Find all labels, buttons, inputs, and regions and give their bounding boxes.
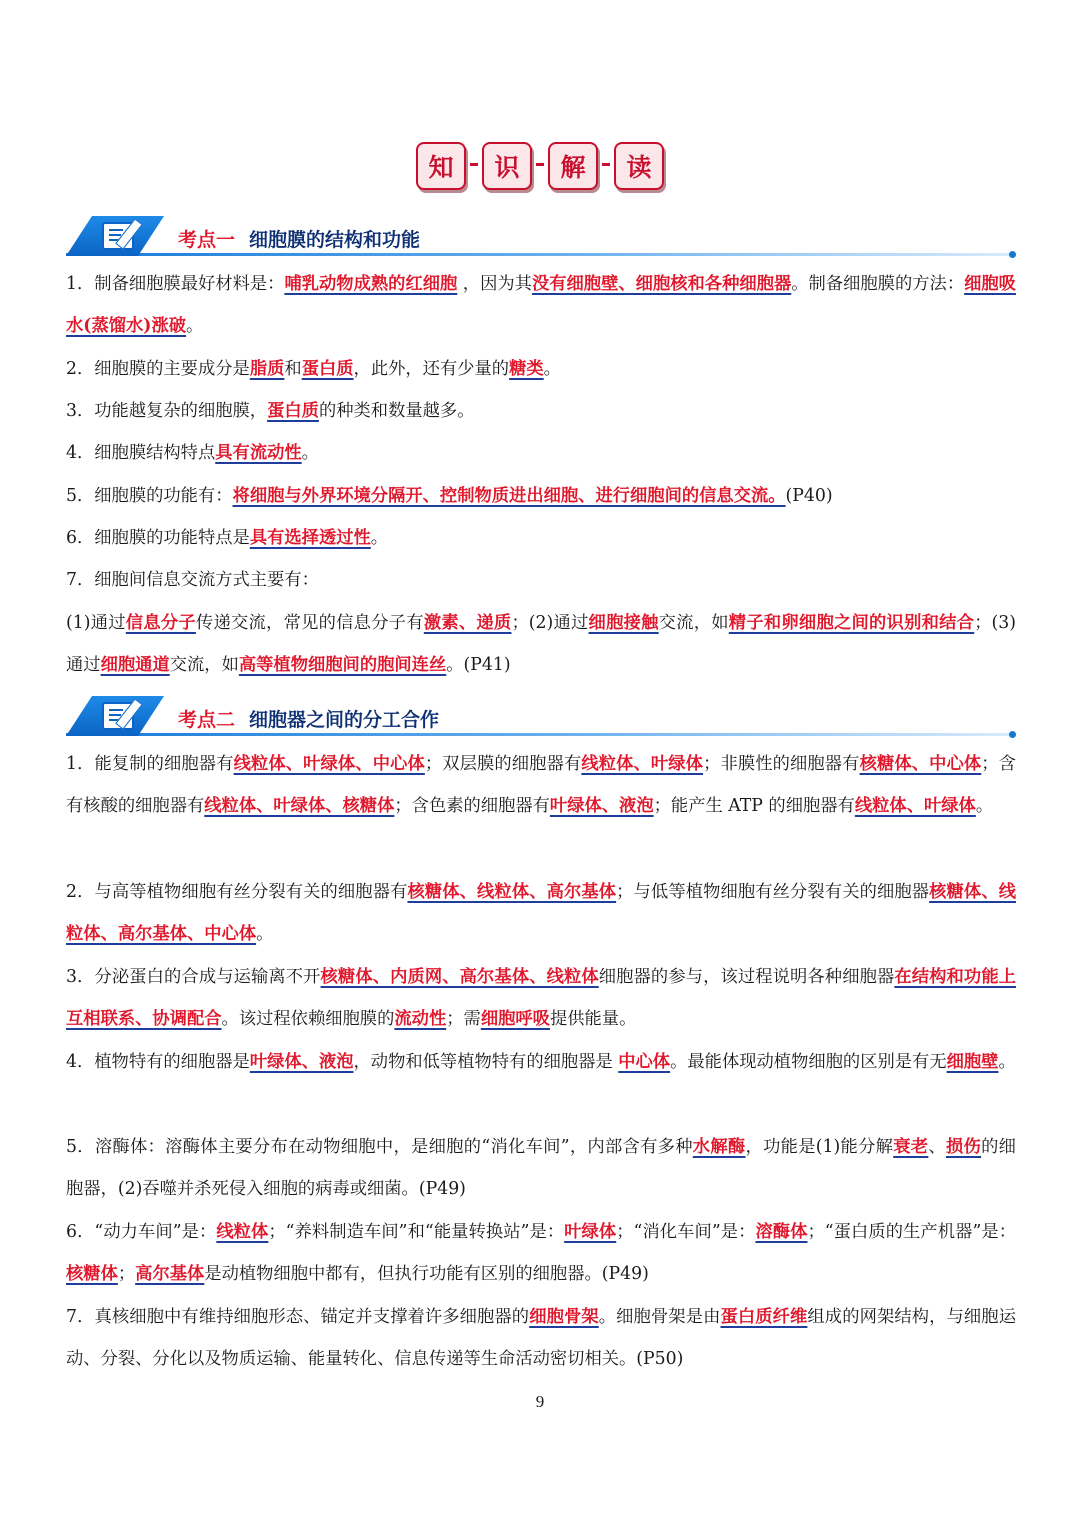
- text-run: 交流，如: [169, 655, 239, 675]
- s1-item-2: [66, 348, 1016, 390]
- text-run: 、: [928, 1137, 946, 1157]
- highlighted-answer: 叶绿体、液泡: [549, 796, 654, 816]
- highlighted-answer: 叶绿体: [564, 1222, 617, 1242]
- text-run: ；需: [446, 1009, 481, 1029]
- highlighted-answer: 将细胞与外界环境分隔开、控制物质进出细胞、进行细胞间的信息交流。: [232, 486, 786, 506]
- section-title: [178, 225, 420, 252]
- section-prefix: 考点一: [178, 229, 236, 251]
- text-run: 。细胞骨架是由: [598, 1307, 721, 1327]
- s2-item-6: [66, 1211, 1016, 1295]
- text-run: 是动植物细胞中都有，但执行功能有区别的细胞器。(P49): [204, 1264, 649, 1284]
- highlighted-answer: 核糖体、线粒体、高尔基体: [407, 882, 617, 902]
- text-run: ；“消化车间”是：: [616, 1222, 756, 1242]
- text-run: 。: [370, 528, 389, 548]
- text-run: 2．细胞膜的主要成分是: [66, 359, 250, 379]
- section-header-1: [66, 216, 1016, 256]
- highlighted-answer: 精子和卵细胞之间的识别和结合: [728, 613, 975, 633]
- text-run: 7．细胞间信息交流方式主要有：: [66, 570, 319, 590]
- text-run: ，此外，还有少量的: [353, 359, 510, 379]
- highlighted-answer: 蛋白质: [267, 401, 319, 421]
- text-run: 3．功能越复杂的细胞膜，: [66, 401, 268, 421]
- highlighted-answer: 哺乳动物成熟的红细胞: [284, 274, 458, 294]
- section-title-text: 细胞膜的结构和功能: [249, 229, 421, 251]
- text-run: 和: [284, 359, 302, 379]
- title-char: 识: [482, 142, 532, 190]
- title-connector: [536, 142, 544, 186]
- text-run: ，动物和低等植物特有的细胞器是: [353, 1052, 619, 1072]
- highlighted-answer: 蛋白质: [301, 359, 354, 379]
- text-run: 。最能体现动植物细胞的区别是有无: [670, 1052, 947, 1072]
- text-run: 细胞器的参与，该过程说明各种细胞器: [598, 967, 895, 987]
- text-run: 2．与高等植物细胞有丝分裂有关的细胞器有: [66, 882, 408, 902]
- text-run: 。该过程依赖细胞膜的: [221, 1009, 395, 1029]
- text-run: 提供能量。: [549, 1009, 637, 1029]
- s1-item-6: [66, 517, 1016, 559]
- highlighted-answer: 高等植物细胞间的胞间连丝: [238, 655, 447, 675]
- highlighted-answer: 损伤: [945, 1137, 982, 1157]
- section-rule: [66, 253, 1016, 256]
- text-run: 4．细胞膜结构特点: [66, 443, 216, 463]
- text-run: ；: [117, 1264, 136, 1284]
- highlighted-answer: 衰老: [893, 1137, 929, 1157]
- highlighted-answer: 核糖体、中心体: [859, 754, 982, 774]
- s2-item-3: [66, 956, 1016, 1040]
- s2-item-4: [66, 1041, 1016, 1083]
- highlighted-answer: 线粒体: [216, 1222, 269, 1242]
- text-run: 。(P41): [446, 655, 511, 675]
- text-run: ；“蛋白质的生产机器”是：: [807, 1222, 1017, 1242]
- highlighted-answer: 核糖体、线粒体、高尔基体、中心体: [66, 882, 1016, 944]
- title-char: 知: [416, 142, 466, 190]
- highlighted-answer: 线粒体、叶绿体、中心体: [233, 754, 425, 774]
- section-title: [178, 705, 439, 732]
- text-run: ；与低等植物细胞有丝分裂有关的细胞器: [616, 882, 930, 902]
- section-title-text: 细胞器之间的分工合作: [249, 709, 440, 731]
- text-run: 1．能复制的细胞器有: [66, 754, 234, 774]
- highlighted-answer: 核糖体: [66, 1264, 118, 1284]
- section-rule: [66, 733, 1016, 736]
- s1-item-1: [66, 263, 1016, 347]
- title-char: 解: [548, 142, 598, 190]
- highlighted-answer: 细胞吸水(蒸馏水)涨破: [66, 274, 1016, 336]
- highlighted-answer: 中心体: [618, 1052, 671, 1072]
- highlighted-answer: 高尔基体: [135, 1264, 205, 1284]
- text-run: ；(3)通过: [66, 613, 1016, 675]
- highlighted-answer: 在结构和功能上互相联系、协调配合: [66, 967, 1016, 1029]
- text-run: ，功能是(1)能分解: [745, 1137, 894, 1157]
- highlighted-answer: 信息分子: [125, 613, 196, 633]
- text-run: 5．溶酶体：溶酶体主要分布在动物细胞中，是细胞的“消化车间”，内部含有多种: [66, 1137, 693, 1157]
- highlighted-answer: 线粒体、叶绿体: [854, 796, 976, 816]
- highlighted-answer: 糖类: [509, 359, 544, 379]
- s1-item-4: [66, 432, 1016, 474]
- text-run: ；双层膜的细胞器有: [424, 754, 582, 774]
- text-run: (1)通过: [66, 613, 126, 633]
- section-prefix: 考点二: [178, 709, 236, 731]
- text-run: 的种类和数量越多。: [318, 401, 475, 421]
- section-rule-dot: [1009, 251, 1016, 258]
- text-run: 4．植物特有的细胞器是: [66, 1052, 250, 1072]
- highlighted-answer: 没有细胞壁、细胞核和各种细胞器: [531, 274, 792, 294]
- highlighted-answer: 流动性: [394, 1009, 447, 1029]
- text-run: ；能产生 ATP 的细胞器有: [653, 796, 855, 816]
- title-connector: [470, 142, 478, 186]
- text-run: 。制备细胞膜的方法：: [791, 274, 965, 294]
- s2-item-2: [66, 871, 1016, 955]
- text-run: 。: [543, 359, 561, 379]
- highlighted-answer: 水解酶: [692, 1137, 746, 1157]
- text-run: 。: [256, 924, 274, 944]
- text-run: 。: [998, 1052, 1016, 1072]
- text-run: ；(2)通过: [511, 613, 589, 633]
- title-connector: [602, 142, 610, 186]
- s2-item-5: [66, 1126, 1016, 1210]
- text-run: ，因为其: [457, 274, 532, 294]
- highlighted-answer: 脂质: [249, 359, 285, 379]
- s1-item-3: [66, 390, 1016, 432]
- text-run: 的细胞器，(2)吞噬并杀死侵入细胞的病毒或细菌。(P49): [66, 1137, 1016, 1199]
- text-run: 组成的网架结构，与细胞运动、分裂、分化以及物质运输、能量转化、信息传递等生命活动密切相关。(P50): [66, 1307, 1016, 1369]
- text-run: ；“养料制造车间”和“能量转换站”是：: [268, 1222, 565, 1242]
- highlighted-answer: 线粒体、叶绿体: [581, 754, 704, 774]
- text-run: 1．制备细胞膜最好材料是：: [66, 274, 285, 294]
- highlighted-answer: 细胞骨架: [529, 1307, 599, 1327]
- highlighted-answer: 细胞呼吸: [480, 1009, 550, 1029]
- s1-item-7-detail: [66, 602, 1016, 686]
- title-char: 读: [614, 142, 664, 190]
- text-run: 6．“动力车间”是：: [66, 1222, 217, 1242]
- text-run: 7．真核细胞中有维持细胞形态、锚定并支撑着许多细胞器的: [66, 1307, 530, 1327]
- highlighted-answer: 具有选择透过性: [249, 528, 371, 548]
- section-header-2: [66, 696, 1016, 736]
- text-run: 。: [975, 796, 994, 816]
- text-run: ；含有核酸的细胞器有: [66, 754, 1016, 816]
- text-run: 传递交流，常见的信息分子有: [195, 613, 424, 633]
- knowledge-title: [0, 142, 1080, 190]
- s2-item-1: [66, 743, 1016, 827]
- highlighted-answer: 叶绿体、液泡: [249, 1052, 354, 1072]
- highlighted-answer: 线粒体、叶绿体、核糖体: [204, 796, 395, 816]
- text-run: (P40): [785, 486, 833, 506]
- text-run: 。: [301, 443, 319, 463]
- highlighted-answer: 激素、递质: [423, 613, 512, 633]
- s2-item-7: [66, 1296, 1016, 1380]
- s1-item-7: [66, 559, 1016, 601]
- highlighted-answer: 蛋白质纤维: [720, 1307, 808, 1327]
- text-run: 5．细胞膜的功能有：: [66, 486, 233, 506]
- section-rule-dot: [1009, 731, 1016, 738]
- s1-item-5: [66, 475, 1016, 517]
- text-run: ；含色素的细胞器有: [394, 796, 550, 816]
- text-run: 。: [186, 316, 204, 336]
- text-run: 3．分泌蛋白的合成与运输离不开: [66, 967, 321, 987]
- highlighted-answer: 细胞接触: [588, 613, 659, 633]
- text-run: ；非膜性的细胞器有: [703, 754, 860, 774]
- text-run: 交流，如: [658, 613, 729, 633]
- highlighted-answer: 细胞通道: [100, 655, 170, 675]
- text-run: 6．细胞膜的功能特点是: [66, 528, 250, 548]
- highlighted-answer: 细胞壁: [946, 1052, 999, 1072]
- highlighted-answer: 溶酶体: [755, 1222, 808, 1242]
- highlighted-answer: 核糖体、内质网、高尔基体、线粒体: [320, 967, 599, 987]
- highlighted-answer: 具有流动性: [215, 443, 302, 463]
- page-number: 9: [535, 1392, 545, 1411]
